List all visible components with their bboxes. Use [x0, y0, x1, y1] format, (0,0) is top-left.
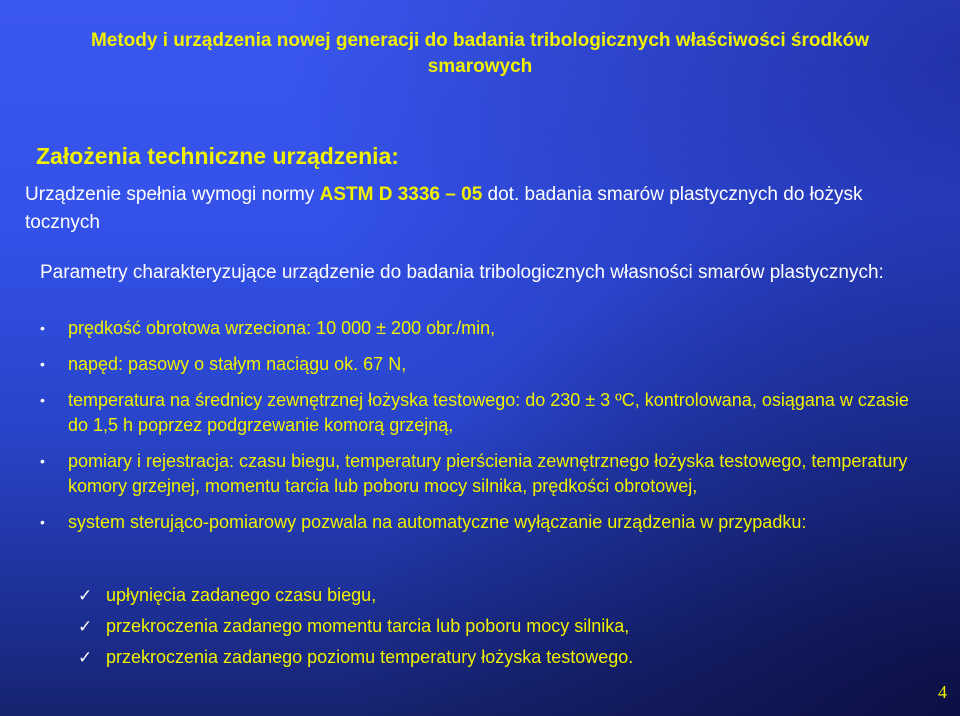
parameter-list [40, 316, 930, 546]
list-item-text: temperatura na średnicy zewnętrznej łożyska testowego: do 230 ± 3 ºC, kontrolowana, osiągana w czasie do 1,5 h poprzez podgrzewanie komorą grzejną, [68, 390, 909, 435]
list-item [40, 352, 930, 377]
list-item-text: pomiary i rejestracja: czasu biegu, temperatury pierścienia zewnętrznego łożyska testowego, temperatury komory grzejnej, momentu tarcia lub poboru mocy silnika, prędkości obrotowej, [68, 451, 908, 496]
list-item [40, 316, 930, 341]
list-item [40, 510, 930, 535]
list-item [40, 388, 930, 438]
section-heading: Założenia techniczne urządzenia: [36, 143, 399, 169]
list-item-text: system sterująco-pomiarowy pozwala na automatyczne wyłączanie urządzenia w przypadku: [68, 512, 807, 532]
standard-prefix: Urządzenie spełnia wymogi normy [25, 184, 320, 205]
bullet-icon: • [40, 514, 45, 530]
standard-code: ASTM D 3336 – 05 [319, 184, 483, 205]
page-number: 4 [938, 682, 947, 702]
slide-title: Metody i urządzenia nowej generacji do badania tribologicznych właściwości środków smarowych [90, 30, 870, 77]
shutdown-conditions-list [78, 583, 633, 676]
bullet-icon: • [40, 392, 45, 408]
standard-requirement-text [25, 181, 925, 237]
check-item-text: upłynięcia zadanego czasu biegu, [106, 585, 377, 605]
list-item [40, 449, 930, 499]
bullet-icon: • [40, 320, 45, 336]
check-item [78, 583, 633, 608]
checkmark-icon: ✓ [78, 648, 93, 667]
check-item-text: przekroczenia zadanego momentu tarcia lub poboru mocy silnika, [106, 616, 630, 636]
check-item [78, 614, 633, 639]
bullet-icon: • [40, 453, 45, 469]
list-item-text: prędkość obrotowa wrzeciona: 10 000 ± 200 obr./min, [68, 318, 496, 338]
list-item-text: napęd: pasowy o stałym naciągu ok. 67 N, [68, 354, 407, 374]
check-item-text: przekroczenia zadanego poziomu temperatury łożyska testowego. [106, 647, 634, 667]
standard-suffix: dot. badania smarów plastycznych do łożysk tocznych [25, 184, 863, 233]
bullet-icon: • [40, 356, 45, 372]
checkmark-icon: ✓ [78, 617, 93, 636]
parameters-intro: Parametry charakteryzujące urządzenie do badania tribologicznych własności smarów plastycznych: [40, 262, 884, 283]
check-item [78, 645, 633, 670]
checkmark-icon: ✓ [78, 586, 93, 605]
